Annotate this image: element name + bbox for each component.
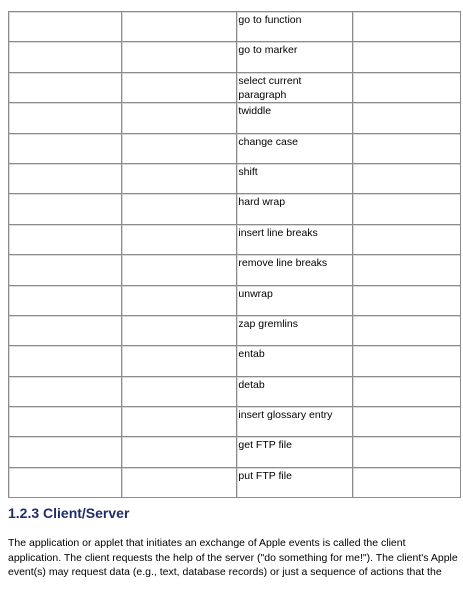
table-row	[9, 468, 461, 498]
command-name-cell: hard wrap	[237, 194, 353, 224]
command-name-cell: zap gremlins	[237, 316, 353, 346]
empty-cell	[122, 316, 238, 346]
command-name-cell: entab	[237, 346, 353, 376]
table-row	[9, 316, 461, 346]
table-row	[9, 194, 461, 224]
command-name-cell: insert line breaks	[237, 225, 353, 255]
section-paragraph: The application or applet that initiates an exchange of Apple events is called the client application. The client requests the help of the server ("do something for me!"). The client's Apple event(s) may request data (e.g., text, database records) or just a sequence of actions that the	[8, 537, 458, 578]
empty-cell	[353, 316, 461, 346]
empty-cell	[122, 346, 238, 376]
command-name-cell: go to function	[237, 12, 353, 42]
section-heading: 1.2.3 Client/Server	[8, 505, 130, 521]
table-row	[9, 255, 461, 285]
empty-cell	[9, 73, 122, 103]
empty-cell	[353, 407, 461, 437]
empty-cell	[9, 103, 122, 133]
table-row	[9, 73, 461, 103]
empty-cell	[353, 255, 461, 285]
command-name-cell: select current paragraph	[237, 73, 353, 103]
empty-cell	[353, 225, 461, 255]
empty-cell	[122, 164, 238, 194]
empty-cell	[9, 134, 122, 164]
empty-cell	[122, 194, 238, 224]
empty-cell	[9, 194, 122, 224]
empty-cell	[353, 377, 461, 407]
empty-cell	[9, 468, 122, 498]
table-row	[9, 377, 461, 407]
empty-cell	[353, 468, 461, 498]
empty-cell	[353, 73, 461, 103]
empty-cell	[353, 346, 461, 376]
command-name-cell: shift	[237, 164, 353, 194]
empty-cell	[9, 407, 122, 437]
empty-cell	[122, 103, 238, 133]
command-table	[8, 11, 461, 498]
command-name-cell: remove line breaks	[237, 255, 353, 285]
empty-cell	[122, 377, 238, 407]
command-name-cell: go to marker	[237, 42, 353, 72]
empty-cell	[122, 468, 238, 498]
empty-cell	[122, 12, 238, 42]
empty-cell	[9, 377, 122, 407]
table-row	[9, 103, 461, 133]
command-name-cell: twiddle	[237, 103, 353, 133]
table-row	[9, 437, 461, 467]
empty-cell	[122, 225, 238, 255]
empty-cell	[9, 42, 122, 72]
empty-cell	[9, 437, 122, 467]
table-row	[9, 225, 461, 255]
empty-cell	[9, 164, 122, 194]
empty-cell	[122, 134, 238, 164]
command-name-cell: detab	[237, 377, 353, 407]
command-name-cell: change case	[237, 134, 353, 164]
command-name-cell: insert glossary entry	[237, 407, 353, 437]
empty-cell	[122, 286, 238, 316]
empty-cell	[353, 12, 461, 42]
table-row	[9, 12, 461, 42]
table-row	[9, 42, 461, 72]
empty-cell	[122, 42, 238, 72]
table-row	[9, 286, 461, 316]
empty-cell	[353, 134, 461, 164]
empty-cell	[9, 12, 122, 42]
empty-cell	[9, 225, 122, 255]
empty-cell	[353, 103, 461, 133]
empty-cell	[353, 286, 461, 316]
empty-cell	[9, 346, 122, 376]
command-name-cell: get FTP file	[237, 437, 353, 467]
empty-cell	[353, 164, 461, 194]
table-row	[9, 407, 461, 437]
table-row	[9, 346, 461, 376]
empty-cell	[122, 437, 238, 467]
empty-cell	[122, 73, 238, 103]
table-row	[9, 164, 461, 194]
empty-cell	[353, 437, 461, 467]
command-name-cell: put FTP file	[237, 468, 353, 498]
empty-cell	[353, 194, 461, 224]
empty-cell	[353, 42, 461, 72]
command-table-body	[9, 12, 461, 498]
empty-cell	[122, 407, 238, 437]
empty-cell	[9, 255, 122, 285]
table-row	[9, 134, 461, 164]
empty-cell	[122, 255, 238, 285]
empty-cell	[9, 286, 122, 316]
command-name-cell: unwrap	[237, 286, 353, 316]
empty-cell	[9, 316, 122, 346]
